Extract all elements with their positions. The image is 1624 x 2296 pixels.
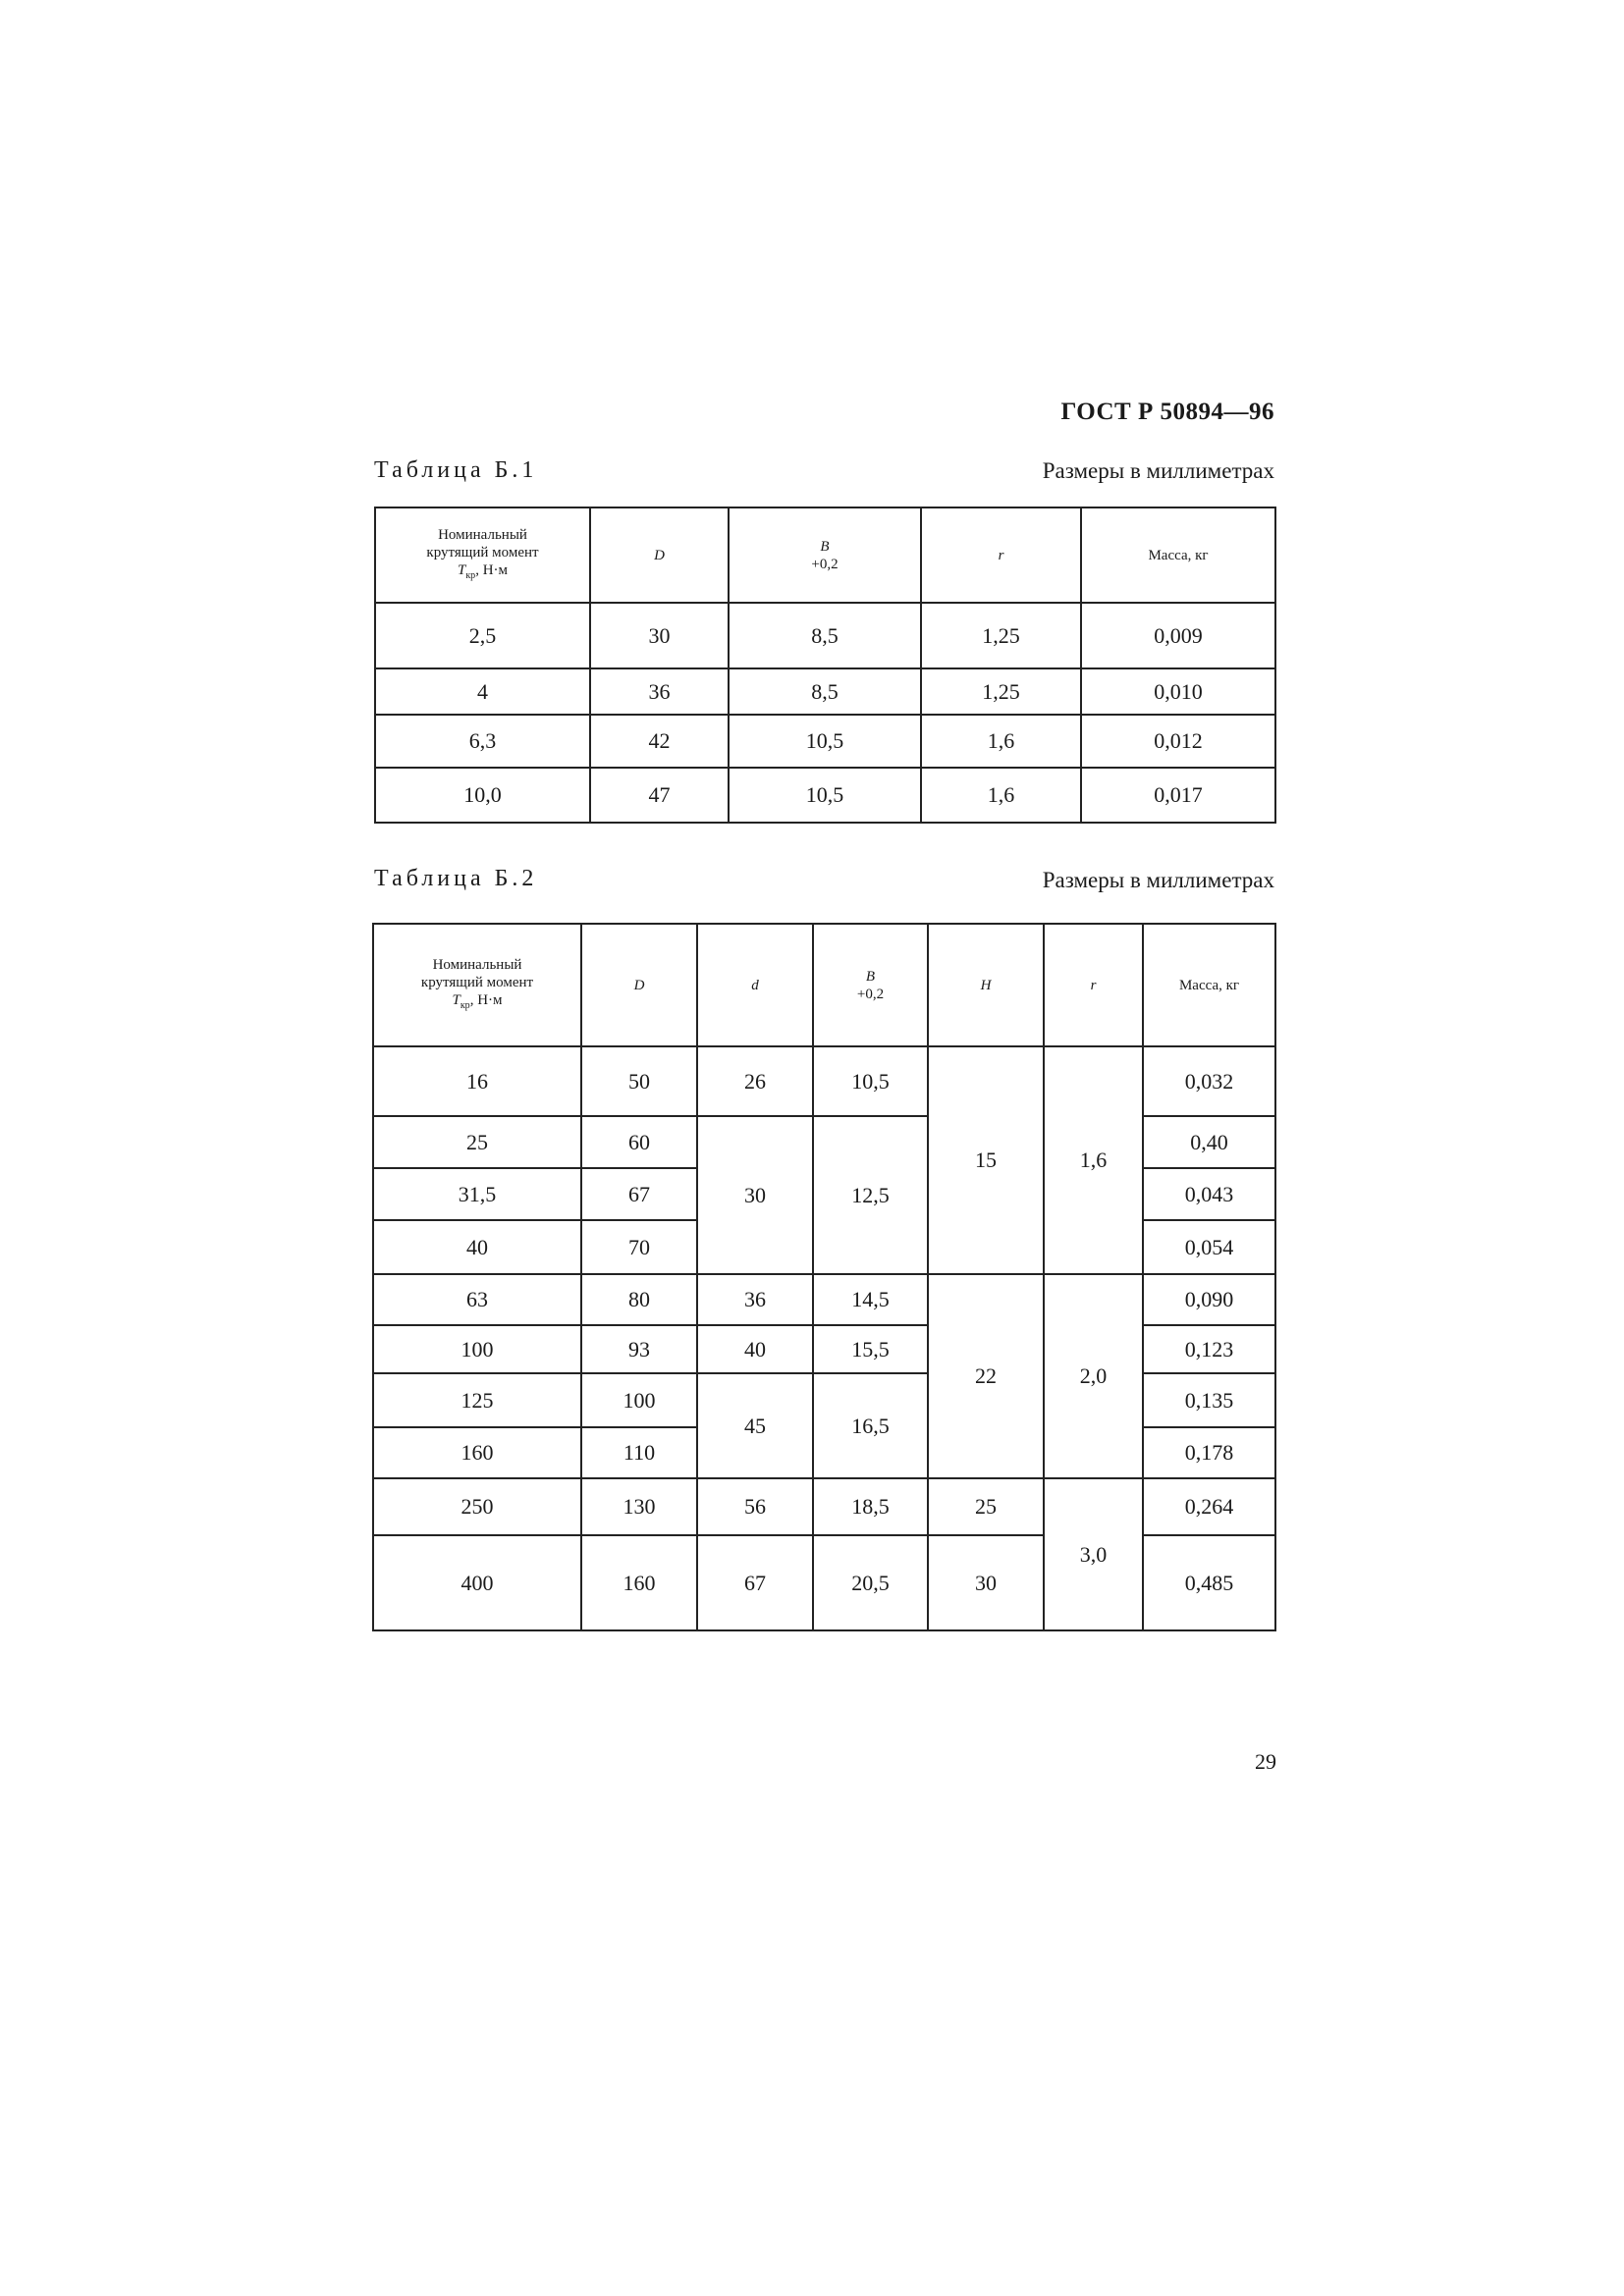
table1-header-mass: Масса, кг (1081, 507, 1275, 603)
table1-header-r: r (921, 507, 1081, 603)
mass-cell: 0,009 (1081, 603, 1275, 668)
table1-caption: Таблица Б.1 (374, 457, 538, 483)
D-cell: 42 (590, 715, 729, 768)
mass-cell: 0,032 (1143, 1046, 1275, 1116)
D-cell: 100 (581, 1373, 697, 1427)
torque-cell: 63 (373, 1274, 581, 1325)
table-row (375, 603, 1275, 668)
table2-header-D: D (581, 924, 697, 1046)
mass-cell: 0,135 (1143, 1373, 1275, 1427)
D-cell: 60 (581, 1116, 697, 1168)
table1-header-torque: Номинальный крутящий момент $T_{кр}$, Н·м (375, 507, 590, 603)
torque-cell: 400 (373, 1535, 581, 1630)
mass-cell: 0,012 (1081, 715, 1275, 768)
r-cell: 1,6 (1044, 1046, 1143, 1274)
D-cell: 160 (581, 1535, 697, 1630)
table1-header-D: D (590, 507, 729, 603)
d-cell: 45 (697, 1373, 813, 1478)
D-cell: 110 (581, 1427, 697, 1478)
B-cell: 10,5 (729, 715, 921, 768)
D-cell: 36 (590, 668, 729, 715)
r-cell: 1,6 (921, 768, 1081, 823)
table2-header-B: B +0,2 (813, 924, 928, 1046)
torque-cell: 31,5 (373, 1168, 581, 1220)
table2-header-torque: Номинальный крутящий момент $T_{кр}$, Н·м (373, 924, 581, 1046)
torque-cell: 160 (373, 1427, 581, 1478)
d-cell: 26 (697, 1046, 813, 1116)
D-cell: 50 (581, 1046, 697, 1116)
mass-cell: 0,010 (1081, 668, 1275, 715)
d-cell: 67 (697, 1535, 813, 1630)
r-cell: 1,6 (921, 715, 1081, 768)
D-cell: 70 (581, 1220, 697, 1274)
table2-units-note: Размеры в миллиметрах (1042, 868, 1274, 892)
torque-cell: 250 (373, 1478, 581, 1535)
torque-cell: 125 (373, 1373, 581, 1427)
table-row (375, 768, 1275, 823)
r-cell: 1,25 (921, 668, 1081, 715)
D-cell: 93 (581, 1325, 697, 1373)
B-cell: 8,5 (729, 603, 921, 668)
torque-cell: 6,3 (375, 715, 590, 768)
torque-cell: 4 (375, 668, 590, 715)
H-cell: 22 (928, 1274, 1044, 1478)
d-cell: 30 (697, 1116, 813, 1274)
mass-cell: 0,123 (1143, 1325, 1275, 1373)
r-cell: 3,0 (1044, 1478, 1143, 1630)
mass-cell: 0,485 (1143, 1535, 1275, 1630)
D-cell: 80 (581, 1274, 697, 1325)
B-cell: 14,5 (813, 1274, 928, 1325)
mass-cell: 0,090 (1143, 1274, 1275, 1325)
torque-cell: 25 (373, 1116, 581, 1168)
B-cell: 15,5 (813, 1325, 928, 1373)
D-cell: 67 (581, 1168, 697, 1220)
torque-cell: 40 (373, 1220, 581, 1274)
r-cell: 2,0 (1044, 1274, 1143, 1478)
D-cell: 130 (581, 1478, 697, 1535)
d-cell: 40 (697, 1325, 813, 1373)
B-cell: 12,5 (813, 1116, 928, 1274)
torque-cell: 10,0 (375, 768, 590, 823)
page-number: 29 (1255, 1749, 1276, 1774)
B-cell: 8,5 (729, 668, 921, 715)
torque-cell: 16 (373, 1046, 581, 1116)
mass-cell: 0,054 (1143, 1220, 1275, 1274)
table2-header-H: H (928, 924, 1044, 1046)
torque-cell: 2,5 (375, 603, 590, 668)
mass-cell: 0,264 (1143, 1478, 1275, 1535)
B-cell: 16,5 (813, 1373, 928, 1478)
d-cell: 56 (697, 1478, 813, 1535)
B-cell: 20,5 (813, 1535, 928, 1630)
table-row (373, 1274, 1275, 1325)
r-cell: 1,25 (921, 603, 1081, 668)
H-cell: 15 (928, 1046, 1044, 1274)
d-cell: 36 (697, 1274, 813, 1325)
table-row (373, 1478, 1275, 1535)
table1 (374, 507, 1276, 824)
mass-cell: 0,40 (1143, 1116, 1275, 1168)
mass-cell: 0,178 (1143, 1427, 1275, 1478)
B-cell: 10,5 (729, 768, 921, 823)
mass-cell: 0,043 (1143, 1168, 1275, 1220)
mass-cell: 0,017 (1081, 768, 1275, 823)
table-row (373, 1046, 1275, 1116)
table2-header-d: d (697, 924, 813, 1046)
table-row (375, 668, 1275, 715)
D-cell: 47 (590, 768, 729, 823)
H-cell: 25 (928, 1478, 1044, 1535)
table-row (375, 715, 1275, 768)
document-code: ГОСТ Р 50894—96 (1060, 399, 1274, 425)
D-cell: 30 (590, 603, 729, 668)
table2-header-mass: Масса, кг (1143, 924, 1275, 1046)
table2-header-r: r (1044, 924, 1143, 1046)
H-cell: 30 (928, 1535, 1044, 1630)
B-cell: 10,5 (813, 1046, 928, 1116)
table1-header-row (375, 507, 1275, 603)
table2-header-row (373, 924, 1275, 1046)
table1-units-note: Размеры в миллиметрах (1042, 458, 1274, 483)
table2 (372, 923, 1276, 1631)
table2-caption: Таблица Б.2 (374, 866, 538, 891)
table1-header-B: B +0,2 (729, 507, 921, 603)
B-cell: 18,5 (813, 1478, 928, 1535)
torque-cell: 100 (373, 1325, 581, 1373)
